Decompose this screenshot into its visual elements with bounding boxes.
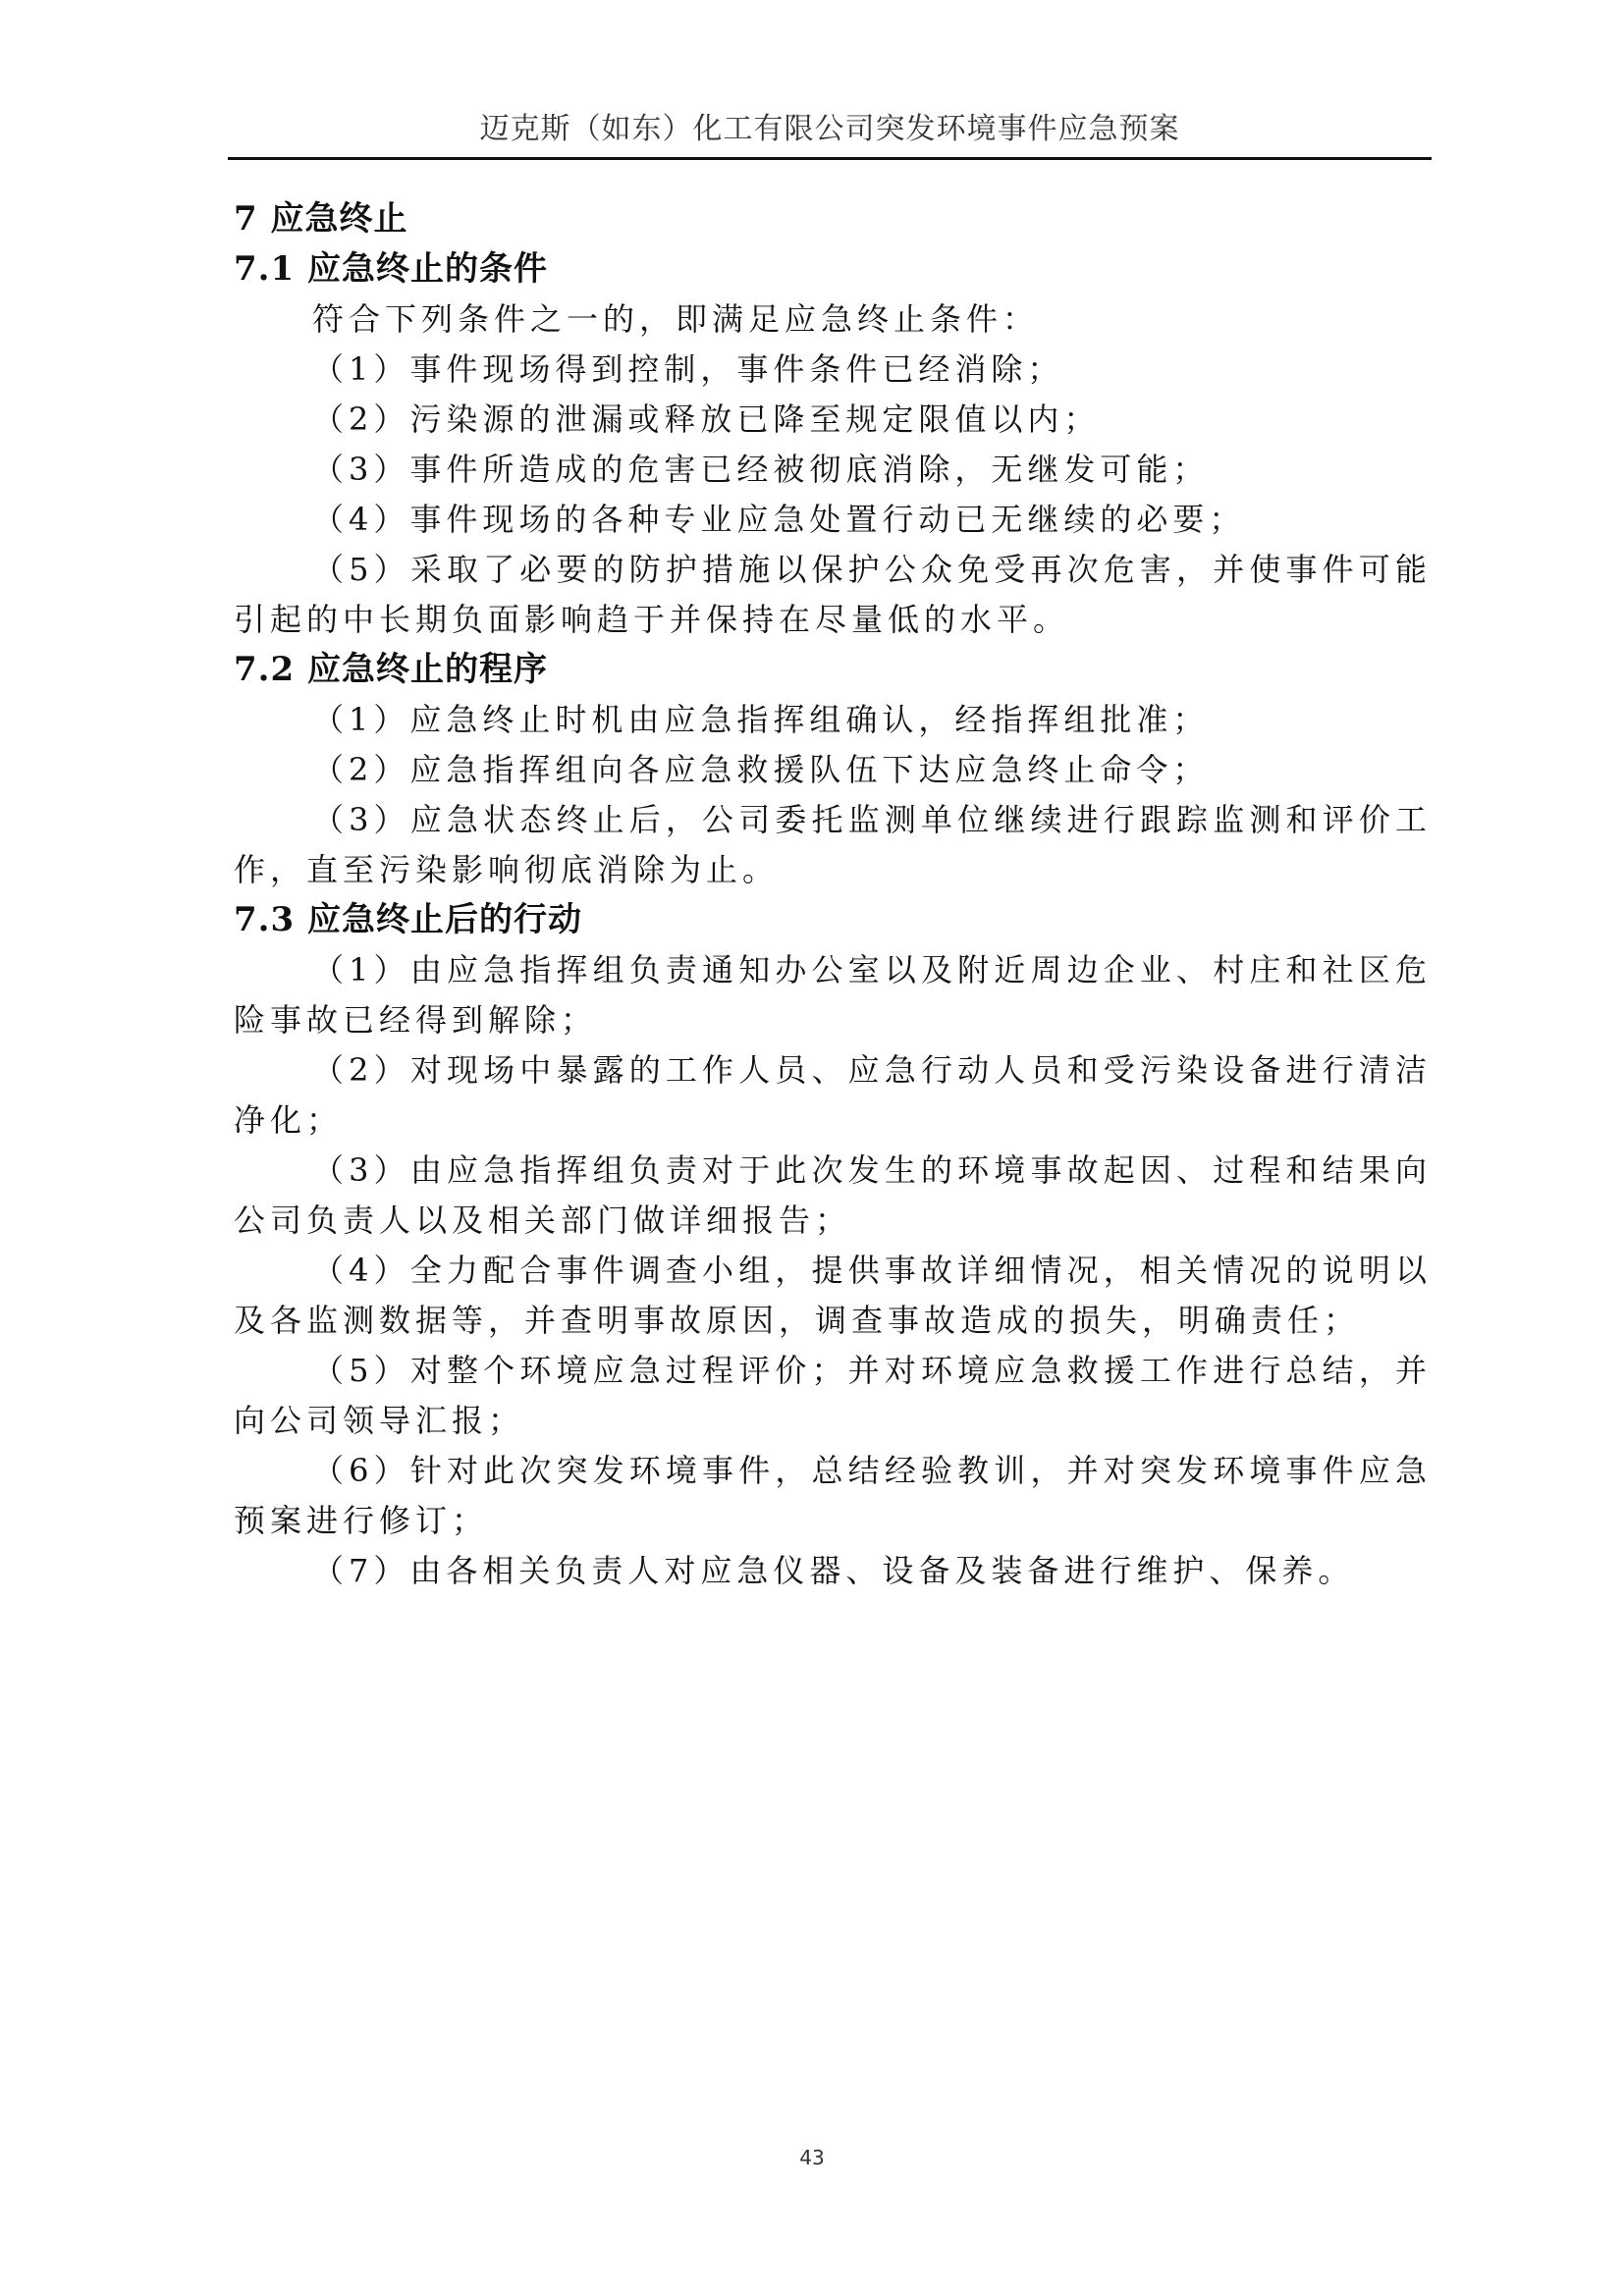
- section-7-1-item-4: （4）事件现场的各种专业应急处置行动已无继续的必要；: [312, 501, 1246, 538]
- section-7-3-item-5: （5）对整个环境应急过程评价；并对环境应急救援工作进行总结，并向公司领导汇报；: [234, 1352, 1432, 1439]
- document-body: [234, 187, 1432, 1596]
- section-7-2-item-2: （2）应急指挥组向各应急救援队伍下达应急终止命令；: [312, 751, 1210, 788]
- page-header-title: 迈克斯（如东）化工有限公司突发环境事件应急预案: [479, 112, 1180, 146]
- section-7-3-item-1: （1）由应急指挥组负责通知办公室以及附近周边企业、村庄和社区危险事故已经得到解除；: [234, 951, 1432, 1039]
- section-7-1-item-3: （3）事件所造成的危害已经被彻底消除，无继发可能；: [312, 451, 1210, 488]
- section-7-3-item-4: （4）全力配合事件调查小组，提供事故详细情况，相关情况的说明以及各监测数据等，并查明事故原因，调查事故造成的损失，明确责任；: [234, 1252, 1432, 1339]
- section-7-1-item-5: （5）采取了必要的防护措施以保护公众免受再次危害，并使事件可能引起的中长期负面影响趋于并保持在尽量低的水平。: [234, 551, 1432, 638]
- section-7-1-item-2: （2）污染源的泄漏或释放已降至规定限值以内；: [312, 400, 1101, 438]
- section-7-3-item-2: （2）对现场中暴露的工作人员、应急行动人员和受污染设备进行清洁净化；: [234, 1051, 1432, 1139]
- section-7-2-heading: 7.2 应急终止的程序: [234, 650, 548, 689]
- section-7-1-heading: 7.1 应急终止的条件: [234, 249, 548, 289]
- section-7-2-item-3: （3）应急状态终止后，公司委托监测单位继续进行跟踪监测和评价工作，直至污染影响彻底消除为止。: [234, 801, 1432, 888]
- section-7-3-item-6: （6）针对此次突发环境事件，总结经验教训，并对突发环境事件应急预案进行修订；: [234, 1452, 1432, 1539]
- section-7-3-item-7: （7）由各相关负责人对应急仪器、设备及装备进行维护、保养。: [312, 1552, 1355, 1589]
- section-7-1-item-1: （1）事件现场得到控制，事件条件已经消除；: [312, 350, 1064, 388]
- section-7-3-item-3: （3）由应急指挥组负责对于此次发生的环境事故起因、过程和结果向公司负责人以及相关部门做详细报告；: [234, 1151, 1432, 1239]
- header-divider: [228, 157, 1432, 160]
- section-7-heading: 7 应急终止: [234, 199, 408, 239]
- section-7-2-item-1: （1）应急终止时机由应急指挥组确认，经指挥组批准；: [312, 701, 1210, 738]
- page-number: 43: [799, 2146, 825, 2169]
- section-7-1-intro: 符合下列条件之一的，即满足应急终止条件：: [312, 300, 1040, 338]
- section-7-3-heading: 7.3 应急终止后的行动: [234, 900, 582, 939]
